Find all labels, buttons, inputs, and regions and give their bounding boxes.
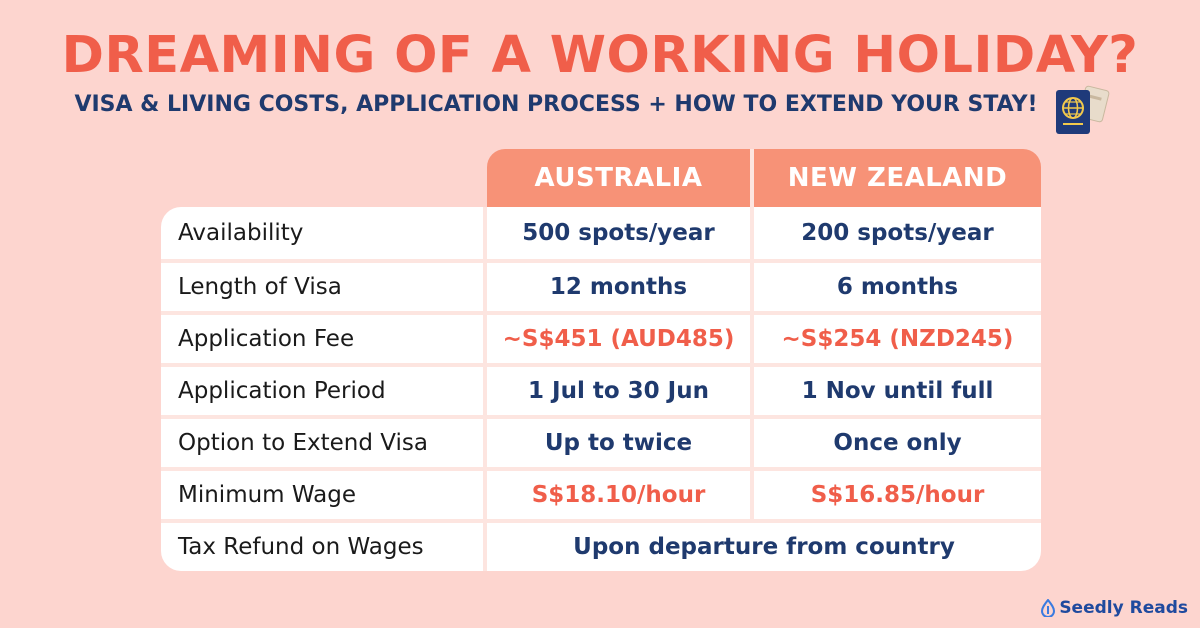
row-label: Minimum Wage: [161, 471, 487, 519]
seedly-drop-icon: [1041, 599, 1055, 617]
new-zealand-value: 1 Nov until full: [801, 378, 994, 404]
new-zealand-value: 200 spots/year: [801, 220, 994, 246]
row-label: Option to Extend Visa: [161, 419, 487, 467]
row-label: Application Period: [161, 367, 487, 415]
table-row: [161, 311, 1041, 363]
australia-value: Up to twice: [487, 419, 754, 467]
brand-logo: [1041, 598, 1188, 618]
new-zealand-value: Once only: [833, 430, 962, 456]
column-header-australia: AUSTRALIA: [487, 149, 754, 207]
row-label: Application Fee: [161, 315, 487, 363]
table-row: [161, 415, 1041, 467]
table-header: [161, 149, 1041, 207]
table-row: [161, 363, 1041, 415]
row-label: Tax Refund on Wages: [161, 523, 487, 571]
table-row: [161, 519, 1041, 571]
new-zealand-value: S$16.85/hour: [810, 482, 985, 508]
new-zealand-value: 6 months: [836, 274, 959, 300]
page-title: DREAMING OF A WORKING HOLIDAY?: [61, 26, 1139, 85]
australia-value: S$18.10/hour: [487, 471, 754, 519]
table-row: [161, 207, 1041, 259]
table-body: [161, 207, 1041, 571]
shared-value: Upon departure from country: [573, 534, 955, 560]
table-row: [161, 259, 1041, 311]
brand-name: Seedly Reads: [1059, 598, 1188, 618]
passport-icon: [1052, 84, 1112, 136]
column-header-new-zealand: NEW ZEALAND: [754, 149, 1041, 207]
page-subtitle: VISA & LIVING COSTS, APPLICATION PROCESS + HOW TO EXTEND YOUR STAY!: [74, 92, 1038, 117]
australia-value: 500 spots/year: [487, 207, 754, 259]
table-row: [161, 467, 1041, 519]
australia-value: ~S$451 (AUD485): [487, 315, 754, 363]
australia-value: 12 months: [487, 263, 754, 311]
new-zealand-value: ~S$254 (NZD245): [781, 326, 1014, 352]
row-label: Length of Visa: [161, 263, 487, 311]
comparison-table: [161, 149, 1041, 571]
australia-value: 1 Jul to 30 Jun: [487, 367, 754, 415]
row-label: Availability: [161, 207, 487, 259]
